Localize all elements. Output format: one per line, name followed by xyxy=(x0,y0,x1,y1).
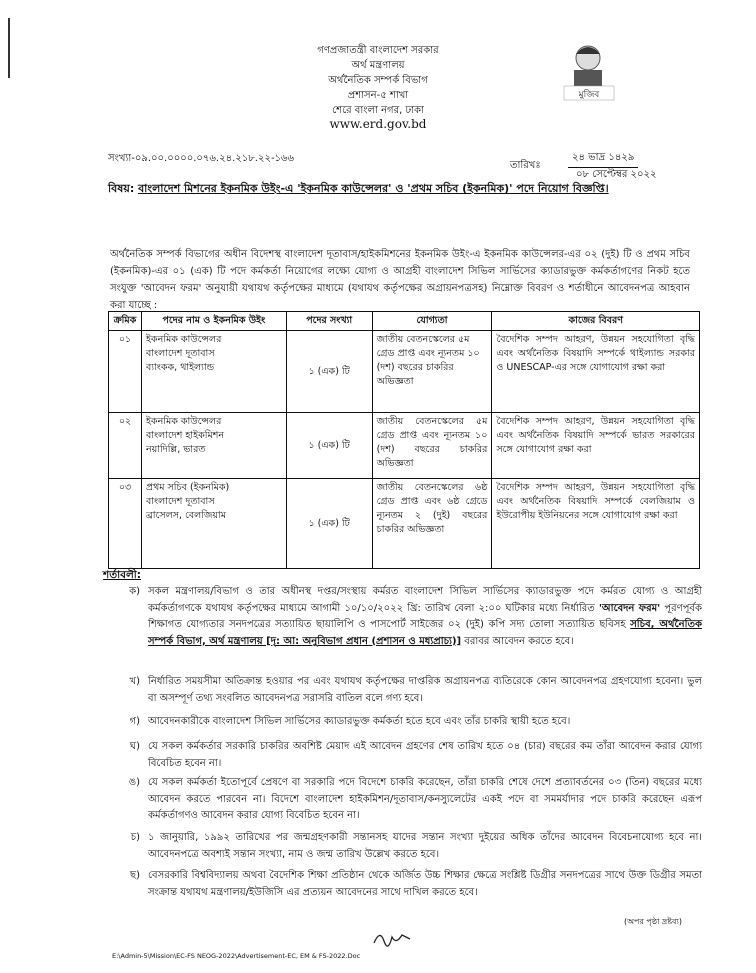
header-job: কাজের বিবরণ xyxy=(492,312,700,331)
intro-paragraph: অর্থনৈতিক সম্পর্ক বিভাগের অধীন বিদেশস্থ বাংলাদেশ দূতাবাস/হাইকমিশনের ইকনমিক উইং-এ ইকনমিক কাউন্সেলর-এর ০২ (দুই) টি ও প্রথম সচিব (ইকনমিক)-এর ০১ (এক) টি পদে কর্মকর্তা নিয়োগের লক্ষ্যে যোগ্য ও আগ্রহী বাংলাদেশ সিভিল সার্ভিসের ক্যাডারভুক্ত কর্মকর্তাগণের নিকট হতে সংযুক্ত 'আবেদন ফরম' অনুযায়ী যথাযথ কর্তৃপক্ষের মাধ্যমে (যথাযথ কর্তৃপক্ষের অগ্রায়নপত্রসহ) নিম্নোক্ত বিবরণ ও শর্তাধীনে আবেদনপত্র আহবান করা যাচ্ছে : xyxy=(110,249,690,311)
subject-prefix: বিষয়: xyxy=(108,182,135,195)
date-bangla: ২৪ ভাদ্র ১৪২৯ xyxy=(568,150,638,168)
header-line-1: গণপ্রজাতন্ত্রী বাংলাদেশ সরকার xyxy=(317,45,439,56)
condition-item xyxy=(110,714,702,731)
condition-marker: চ) xyxy=(130,832,140,843)
row-qualification: জাতীয় বেতনস্কেলের ৫ম গ্রেড প্রাপ্ত এবং ন্যূনতম ১০ (দশ) বছরের চাকরির অভিজ্ঞতা xyxy=(372,331,492,413)
post-mission: বাংলাদেশ দূতাবাস xyxy=(145,348,215,359)
header-count: পদের সংখ্যা xyxy=(286,312,372,331)
post-mission: বাংলাদেশ দূতাবাস xyxy=(145,496,215,507)
row-job: বৈদেশিক সম্পদ আহরণ, উন্নয়ন সহযোগিতা বৃদ্ধি এবং অর্থনৈতিক বিষয়াদি সম্পর্কে ভারত সরকারের সঙ্গে যোগাযোগ রক্ষা করা xyxy=(492,413,700,479)
header-line-2: অর্থ মন্ত্রণালয় xyxy=(351,60,405,71)
mujib-logo xyxy=(554,36,624,106)
memo-number: সংখ্যা-০৯.০০.০০০০.০৭৬.২৪.২১৮.২২-১৬৬ xyxy=(108,153,295,164)
date-english: ০৮ সেপ্টেম্বর ২০২২ xyxy=(576,169,657,180)
condition-bold-form: 'আবেদন ফরম' xyxy=(598,602,661,614)
row-count: ১ (এক) টি xyxy=(286,331,372,413)
conditions-title: শর্তাবলী: xyxy=(103,569,142,581)
header-line-3: অর্থনৈতিক সম্পর্ক বিভাগ xyxy=(328,75,428,86)
header-line-5: শেরে বাংলা নগর, ঢাকা xyxy=(332,105,424,116)
footer-file-path: E:\Admin-5\Mission\EC-FS NEOG-2022\Advertisement-EC, EM & FS-2022.Doc xyxy=(112,952,361,960)
header-qualification: যোগ্যতা xyxy=(372,312,492,331)
condition-item xyxy=(110,674,702,707)
table-header-row xyxy=(109,312,700,331)
date-label: তারিখঃ xyxy=(510,160,541,171)
table-row xyxy=(109,413,700,479)
condition-item xyxy=(110,739,702,772)
post-mission: বাংলাদেশ হাইকমিশন xyxy=(145,430,225,441)
row-serial: ০২ xyxy=(109,413,142,479)
table-row xyxy=(109,479,700,569)
condition-bold-address: সচিব, অর্থনৈতিক সম্পর্ক বিভাগ, অর্থ মন্ত্রণালয় [দৃ: আ: অনুবিভাগ প্রধান (প্রশাসন ও মধ্যপ্রাচ্য)] xyxy=(148,619,702,647)
signature-mark xyxy=(372,925,412,949)
condition-item xyxy=(110,868,702,901)
posts-table xyxy=(108,311,700,569)
condition-marker: গ) xyxy=(129,716,140,727)
header-post: পদের নাম ও ইকনমিক উইং xyxy=(141,312,286,331)
condition-item xyxy=(110,775,702,825)
row-post xyxy=(141,413,286,479)
subject-text: বাংলাদেশ মিশনের ইকনমিক উইং-এ 'ইকনমিক কাউন্সেলর' ও 'প্রথম সচিব (ইকনমিক)' পদে নিয়োগ বিজ্ঞপ্তি। xyxy=(138,182,609,195)
subject xyxy=(108,180,668,197)
next-page-note: (অপর পৃষ্ঠা দ্রষ্টব্য) xyxy=(624,917,682,926)
condition-item xyxy=(110,584,702,650)
post-name: প্রথম সচিব (ইকনমিক) xyxy=(145,482,230,493)
row-serial: ০৩ xyxy=(109,479,142,569)
row-job: বৈদেশিক সম্পদ আহরণ, উন্নয়ন সহযোগিতা বৃদ্ধি এবং অর্থনৈতিক বিষয়াদি সম্পর্কে থাইল্যান্ড সরকার ও UNESCAP-এর সঙ্গে যোগাযোগ রক্ষা করা xyxy=(492,331,700,413)
condition-text: সকল মন্ত্রণালয়/বিভাগ ও তার অধীনস্থ দপ্তর/সংস্থায় কর্মরত বাংলাদেশ সিভিল সার্ভিসের ক্যাডারভুক্ত পদে কর্মরত যোগ্য ও আগ্রহী কর্মকর্তাগণকে যথাযথ কর্তৃপক্ষের মাধ্যমে আগামী ১০/১০/২০২২ খ্রি: তারিখ বেলা ২:০০ ঘটিকার মধ্যে নির্ধারিত xyxy=(148,586,702,614)
post-location: ব্রাসেলস, বেলজিয়াম xyxy=(145,510,227,521)
condition-marker: ঙ) xyxy=(128,777,140,788)
row-count: ১ (এক) টি xyxy=(286,479,372,569)
condition-text: যে সকল কর্মকর্তার সরকারি চাকরির অবশিষ্ট মেয়াদ এই আবেদন গ্রহণের শেষ তারিখ হতে ০৪ (চার) বছরের কম তাঁরা আবেদন করার যোগ্য বিবেচিত হবেন না। xyxy=(148,741,702,769)
condition-text-2: পূরণপূর্বক শিক্ষাগত যোগ্যতার সনদপত্রের সত্যায়িত ছায়ালিপি ও পাসপোর্ট সাইজের ০২ (দুই) কপি সদ্য তোলা সত্যায়িত ছবিসহ xyxy=(148,602,702,630)
row-post xyxy=(141,331,286,413)
condition-text: যে সকল কর্মকর্তা ইতোপূর্বে প্রেষণে বা সরকারি পদে বিদেশে চাকরি করেছেন, তাঁরা চাকরি শেষে দেশে প্রত্যাবর্তনের ০৩ (তিন) বছরের মধ্যে আবেদন করতে পারবেন না। বিদেশে বাংলাদেশ হাইকমিশন/দূতাবাস/কনস্যুলেটের একই পদে বা সমমর্যাদার পদে চাকরি করেছেন এরূপ কর্মকর্তাগণও আবেদন করার যোগ্য বিবেচিত হবেন না। xyxy=(148,777,702,821)
row-qualification: জাতীয় বেতনস্কেলের ৬ষ্ঠ গ্রেড প্রাপ্ত এবং ৬ষ্ঠ গ্রেডে ন্যূনতম ২ (দুই) বছরের চাকরির অভিজ্ঞতা xyxy=(372,479,492,569)
condition-text-3: বরাবর আবেদন করতে হবে। xyxy=(464,635,574,647)
row-post xyxy=(141,479,286,569)
condition-marker: ঘ) xyxy=(129,741,140,752)
condition-text: নির্ধারিত সময়সীমা অতিক্রান্ত হওয়ার পর এবং যথাযথ কর্তৃপক্ষের দাপ্তরিক অগ্রায়নপত্র ব্যতিরেকে কোন আবেদনপত্র গ্রহণযোগ্য হবেনা। ভুল বা অসম্পূর্ণ তথ্য সংবলিত আবেদনপত্র সরাসরি বাতিল বলে গণ্য হবে। xyxy=(148,676,702,704)
post-name: ইকনমিক কাউন্সেলর xyxy=(145,416,222,427)
row-job: বৈদেশিক সম্পদ আহরণ, উন্নয়ন সহযোগিতা বৃদ্ধি এবং অর্থনৈতিক বিষয়াদি সম্পর্কে বেলজিয়াম ও ইউরোপীয় ইউনিয়নের সঙ্গে যোগাযোগ রক্ষা করা xyxy=(492,479,700,569)
logo-text: মুজিব xyxy=(578,90,600,100)
condition-marker: ক) xyxy=(129,586,140,597)
table-row xyxy=(109,331,700,413)
post-name: ইকনমিক কাউন্সেলর xyxy=(145,334,222,345)
post-location: নয়াদিল্লি, ভারত xyxy=(145,444,206,455)
post-location: ব্যাংকক, থাইল্যান্ড xyxy=(145,362,215,373)
row-count: ১ (এক) টি xyxy=(286,413,372,479)
row-serial: ০১ xyxy=(109,331,142,413)
condition-item xyxy=(110,830,702,863)
condition-text: আবেদনকারীকে বাংলাদেশ সিভিল সার্ভিসের ক্যাডারভুক্ত কর্মকর্তা হতে হবে এবং তাঁর চাকরি স্থায়ী হতে হবে। xyxy=(148,716,571,727)
website-link[interactable]: www.erd.gov.bd xyxy=(329,117,427,131)
header-serial: ক্রমিক xyxy=(109,312,142,331)
condition-text: বেসরকারি বিশ্ববিদ্যালয় অথবা বৈদেশিক শিক্ষা প্রতিষ্ঠান থেকে অর্জিত উচ্চ শিক্ষার ক্ষেত্রে সংশ্লিষ্ট ডিগ্রীর সনদপত্রের সাথে উক্ত ডিগ্রীর সমতা সংক্রান্ত যথাযথ মন্ত্রণালয়/ইউজিসি এর প্রত্যয়ন আবেদনের সাথে দাখিল করতে হবে। xyxy=(148,870,702,898)
condition-marker: খ) xyxy=(129,676,140,687)
condition-text: ১ জানুয়ারি, ১৯৯২ তারিখের পর জন্মগ্রহণকারী সন্তানসহ যাদের সন্তান সংখ্যা দুইয়ের অধিক তাঁদের আবেদন বিবেচনাযোগ্য হবে না। আবেদনপত্রে অবশ্যই সন্তান সংখ্যা, নাম ও জন্ম তারিখ উল্লেখ করতে হবে। xyxy=(148,832,702,860)
row-qualification: জাতীয় বেতনস্কেলের ৫ম গ্রেড প্রাপ্ত এবং ন্যূনতম ১০ (দশ) বছরের চাকরির অভিজ্ঞতা xyxy=(372,413,492,479)
header-line-4: প্রশাসন-৫ শাখা xyxy=(347,90,409,101)
condition-marker: ছ) xyxy=(130,870,140,881)
